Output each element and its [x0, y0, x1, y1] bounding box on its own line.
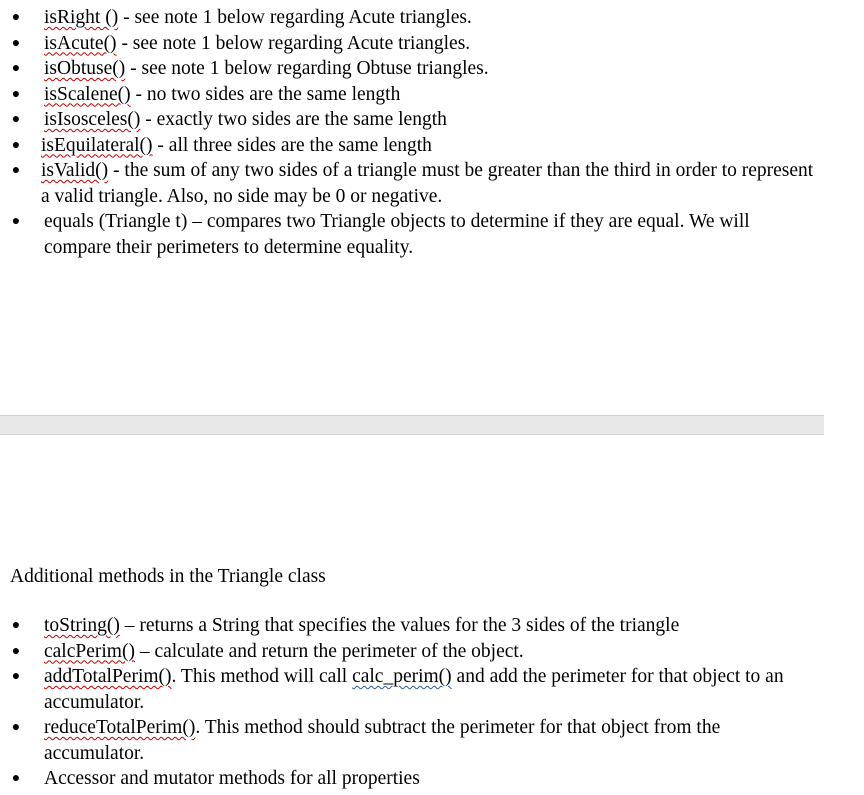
- list-item-addtotalperim: [0, 664, 820, 715]
- method-description: - see note 1 below regarding Acute triangles.: [118, 7, 472, 28]
- method-description: - see note 1 below regarding Acute triangles.: [116, 32, 471, 54]
- method-description: - exactly two sides are the same length: [140, 109, 447, 130]
- method-description-continued: and add the perimeter for that object to an accumulator.: [44, 666, 784, 713]
- page-break-separator: [0, 415, 824, 435]
- bullet-icon: ●: [11, 720, 21, 735]
- method-name: isValid(): [41, 160, 109, 181]
- method-name: isObtuse(): [44, 58, 126, 79]
- bullet-icon: ●: [11, 618, 21, 633]
- list-item-isacute: [0, 31, 820, 57]
- bullet-icon: ●: [11, 643, 21, 659]
- method-description: – returns a String that specifies the values for the 3 sides of the triangle: [119, 615, 680, 636]
- bullet-icon: ●: [11, 137, 21, 153]
- bullet-icon: ●: [11, 112, 21, 127]
- list-item-isright: [0, 5, 820, 31]
- page-section-bottom: [0, 435, 864, 795]
- list-item-calcperim: [0, 639, 820, 665]
- method-name: addTotalPerim(): [44, 666, 172, 687]
- method-description: - all three sides are the same length: [152, 134, 432, 156]
- bullet-icon: ●: [11, 163, 21, 178]
- list-item-accessors: [0, 766, 820, 792]
- method-list-bottom: [0, 613, 820, 792]
- method-reference: calc_perim(): [352, 666, 452, 687]
- list-item-isscalene: [0, 82, 820, 108]
- list-item-isequilateral: [0, 133, 820, 159]
- list-item-isobtuse: [0, 56, 820, 82]
- bullet-icon: ●: [11, 86, 21, 102]
- method-name: reduceTotalPerim(): [44, 717, 196, 738]
- method-name: isEquilateral(): [41, 134, 153, 156]
- method-name: toString(): [44, 615, 120, 636]
- list-item-isvalid: [0, 158, 820, 209]
- list-item-isisosceles: [0, 107, 820, 133]
- method-description: - no two sides are the same length: [130, 83, 401, 105]
- section-heading: Additional methods in the Triangle class: [10, 566, 326, 587]
- bullet-icon: ●: [11, 771, 21, 786]
- method-description: . This method should subtract the perimeter for that object from the accumulator.: [44, 717, 721, 764]
- method-name: calcPerim(): [44, 640, 135, 662]
- bullet-icon: ●: [11, 214, 21, 229]
- method-name: isScalene(): [44, 83, 131, 105]
- list-item-reducetotalperim: [0, 715, 820, 766]
- method-description: – compares two Triangle objects to determine if they are equal. We will compare their perimeters to determine equality.: [44, 211, 750, 258]
- method-description: - the sum of any two sides of a triangle must be greater than the third in order to represent a valid triangle. Also, no side may be 0 or negative.: [41, 160, 814, 207]
- method-name: isIsosceles(): [44, 109, 141, 130]
- method-description: - see note 1 below regarding Obtuse triangles.: [125, 58, 489, 79]
- method-description: Accessor and mutator methods for all properties: [44, 768, 420, 789]
- method-name: equals (Triangle t): [44, 211, 188, 232]
- method-list-top: [0, 5, 820, 260]
- method-description: . This method will call: [171, 666, 353, 687]
- list-item-tostring: [0, 613, 820, 639]
- method-name: isRight (): [44, 7, 119, 28]
- bullet-icon: ●: [11, 10, 21, 25]
- bullet-icon: ●: [11, 669, 21, 684]
- list-item-equals: [0, 209, 820, 260]
- method-name: isAcute(): [44, 32, 117, 54]
- bullet-icon: ●: [11, 35, 21, 51]
- bullet-icon: ●: [11, 61, 21, 76]
- method-description: – calculate and return the perimeter of the object.: [134, 640, 524, 662]
